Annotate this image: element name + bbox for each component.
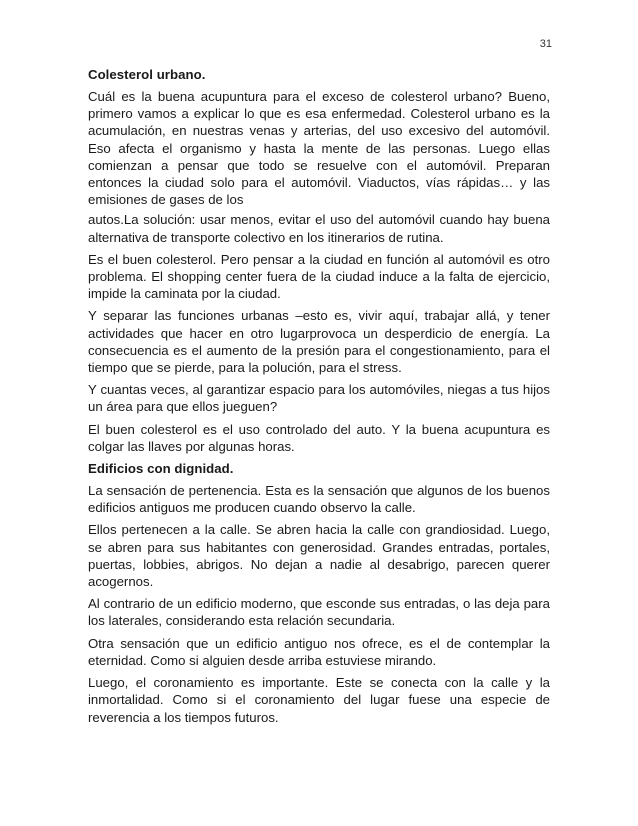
paragraph: autos.La solución: usar menos, evitar el uso del automóvil cuando hay buena alternativa de transporte colectivo en los itinerarios de rutina.	[88, 212, 550, 245]
document-body	[88, 66, 550, 731]
paragraph: Y separar las funciones urbanas –esto es, vivir aquí, trabajar allá, y tener actividades que hacer en otro lugarprovoca un desperdicio de energía. La consecuencia es el aumento de la presión para el congestionamiento, para el tiempo que se pierde, para la polución, para el stress.	[88, 308, 550, 376]
paragraph: Ellos pertenecen a la calle. Se abren hacia la calle con grandiosidad. Luego, se abren para sus habitantes con generosidad. Grandes entradas, portales, puertas, lobbies, abrigos. No dejan a nadie al desabrigo, parecen querer acogernos.	[88, 522, 550, 590]
section-heading-edificios: Edificios con dignidad.	[88, 461, 234, 477]
paragraph: La sensación de pertenencia. Esta es la sensación que algunos de los buenos edificios antiguos me producen cuando observo la calle.	[88, 483, 550, 516]
paragraph: Luego, el coronamiento es importante. Este se conecta con la calle y la inmortalidad. Como si el coronamiento del lugar fuese una especie de reverencia a los tiempos futuros.	[88, 675, 550, 725]
paragraph: Y cuantas veces, al garantizar espacio para los automóviles, niegas a tus hijos un área para que ellos jueguen?	[88, 382, 550, 415]
section-heading-colesterol: Colesterol urbano.	[88, 67, 206, 82]
paragraph: El buen colesterol es el uso controlado del auto. Y la buena acupuntura es colgar las llaves por algunas horas.	[88, 421, 550, 454]
paragraph: Cuál es la buena acupuntura para el exceso de colesterol urbano? Bueno, primero vamos a explicar lo que es esa enfermedad. Colesterol urbano es la acumulación, en nuestras venas y arterias, del uso excesivo del automóvil. Eso afecta el organismo y hasta la mente de las personas. Luego ellas comienzan a pensar que todo se resuelve con el automóvil. Preparan entonces la ciudad solo para el automóvil. Viaductos, vías rápidas… y las emisiones de gases de los	[88, 89, 550, 208]
paragraph: Otra sensación que un edificio antiguo nos ofrece, es el de contemplar la eternidad. Como si alguien desde arriba estuviese mirando.	[88, 635, 550, 668]
paragraph: Al contrario de un edificio moderno, que esconde sus entradas, o las deja para los laterales, considerando esta relación secundaria.	[88, 596, 550, 629]
page-number: 31	[539, 38, 552, 50]
paragraph: Es el buen colesterol. Pero pensar a la ciudad en función al automóvil es otro problema. El shopping center fuera de la ciudad induce a la falta de ejercicio, impide la caminata por la ciudad.	[88, 251, 550, 302]
